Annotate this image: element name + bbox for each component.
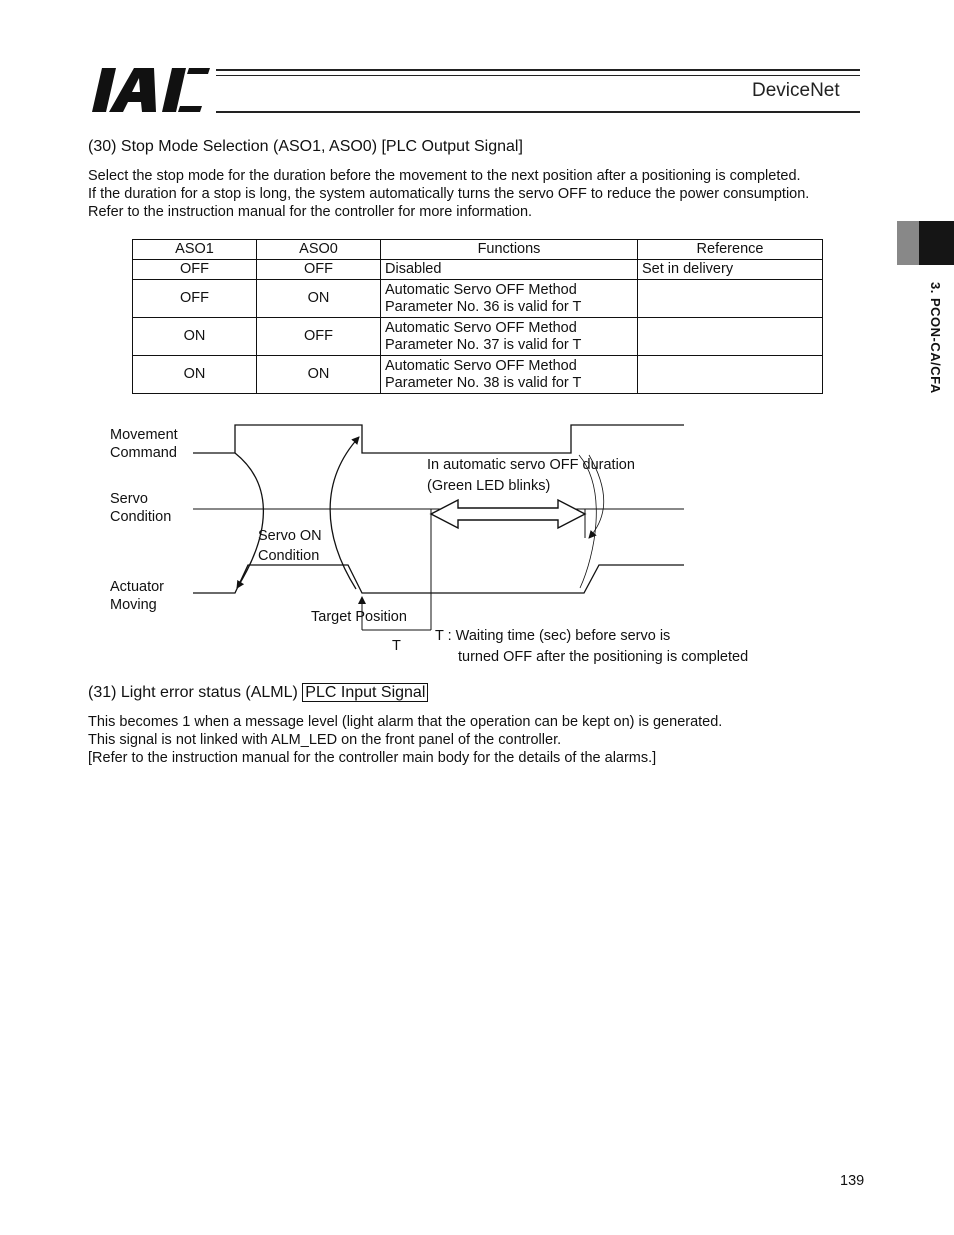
table-cell: ON	[133, 356, 257, 394]
servo-on-condition-label	[258, 526, 322, 566]
page-number: 139	[840, 1173, 865, 1189]
table-cell: OFF	[257, 318, 381, 356]
movement-command-signal	[193, 425, 684, 453]
paragraph-line: If the duration for a stop is long, the system automatically turns the servo OFF to reduce the power consumption.	[88, 186, 810, 202]
label-line: In automatic servo OFF duration	[427, 457, 635, 473]
side-tab-label: 3. PCON-CA/CFA	[928, 282, 943, 394]
table-cell: OFF	[133, 280, 257, 318]
section-31-paragraph	[88, 713, 722, 767]
label-line: Servo	[110, 491, 148, 507]
cell-line: Automatic Servo OFF Method	[385, 281, 577, 298]
auto-servo-off-label	[427, 455, 635, 497]
table-cell: OFF	[133, 260, 257, 280]
label-line: Condition	[258, 548, 320, 564]
section-31-heading	[88, 684, 428, 702]
plc-input-signal-box: PLC Input Signal	[302, 683, 428, 702]
t-label: T	[392, 638, 401, 654]
actuator-moving-label	[110, 578, 164, 614]
table-cell: ON	[257, 280, 381, 318]
table-cell: Set in delivery	[638, 260, 823, 280]
paragraph-line: This signal is not linked with ALM_LED on the front panel of the controller.	[88, 732, 562, 748]
cell-line: Automatic Servo OFF Method	[385, 319, 577, 336]
label-line: (Green LED blinks)	[427, 478, 551, 494]
label-line: Moving	[110, 597, 157, 613]
movement-command-label	[110, 426, 178, 462]
label-line: T : Waiting time (sec) before servo is	[435, 628, 671, 644]
servo-on-arrow	[235, 453, 263, 588]
table-cell: Disabled	[381, 260, 638, 280]
paragraph-line: [Refer to the instruction manual for the controller main body for the details of the alarms.]	[88, 750, 657, 766]
heading-text: (31) Light error status (ALML)	[88, 684, 303, 701]
column-header: ASO1	[133, 240, 257, 260]
table-cell: ON	[257, 356, 381, 394]
section-30-heading: (30) Stop Mode Selection (ASO1, ASO0) [PLC Output Signal]	[88, 138, 523, 155]
label-line: Command	[110, 445, 177, 461]
column-header: ASO0	[257, 240, 381, 260]
label-line: Servo ON	[258, 528, 322, 544]
brand-title: DeviceNet	[752, 80, 840, 101]
label-line: Condition	[110, 509, 172, 525]
column-header: Reference	[638, 240, 823, 260]
label-line: turned OFF after the positioning is completed	[458, 649, 749, 665]
label-line: Movement	[110, 427, 178, 443]
auto-servo-off-duration-arrow	[431, 500, 585, 528]
cell-line: Parameter No. 36 is valid for T	[385, 298, 582, 315]
paragraph-line: Select the stop mode for the duration before the movement to the next position after a positioning is completed.	[88, 168, 801, 184]
t-note	[435, 626, 748, 668]
cell-line: Parameter No. 38 is valid for T	[385, 374, 582, 391]
servo-condition-label	[110, 490, 171, 526]
target-position-label: Target Position	[311, 609, 407, 625]
cell-line: Parameter No. 37 is valid for T	[385, 336, 582, 353]
command-arrow	[330, 437, 359, 589]
paragraph-line: Refer to the instruction manual for the controller for more information.	[88, 204, 533, 220]
label-line: Actuator	[110, 579, 164, 595]
cell-line: Automatic Servo OFF Method	[385, 357, 577, 374]
actuator-moving-signal	[193, 565, 684, 593]
paragraph-line: This becomes 1 when a message level (light alarm that the operation can be kept on) is generated.	[88, 714, 723, 730]
table-cell: ON	[133, 318, 257, 356]
table-cell: OFF	[257, 260, 381, 280]
column-header: Functions	[381, 240, 638, 260]
